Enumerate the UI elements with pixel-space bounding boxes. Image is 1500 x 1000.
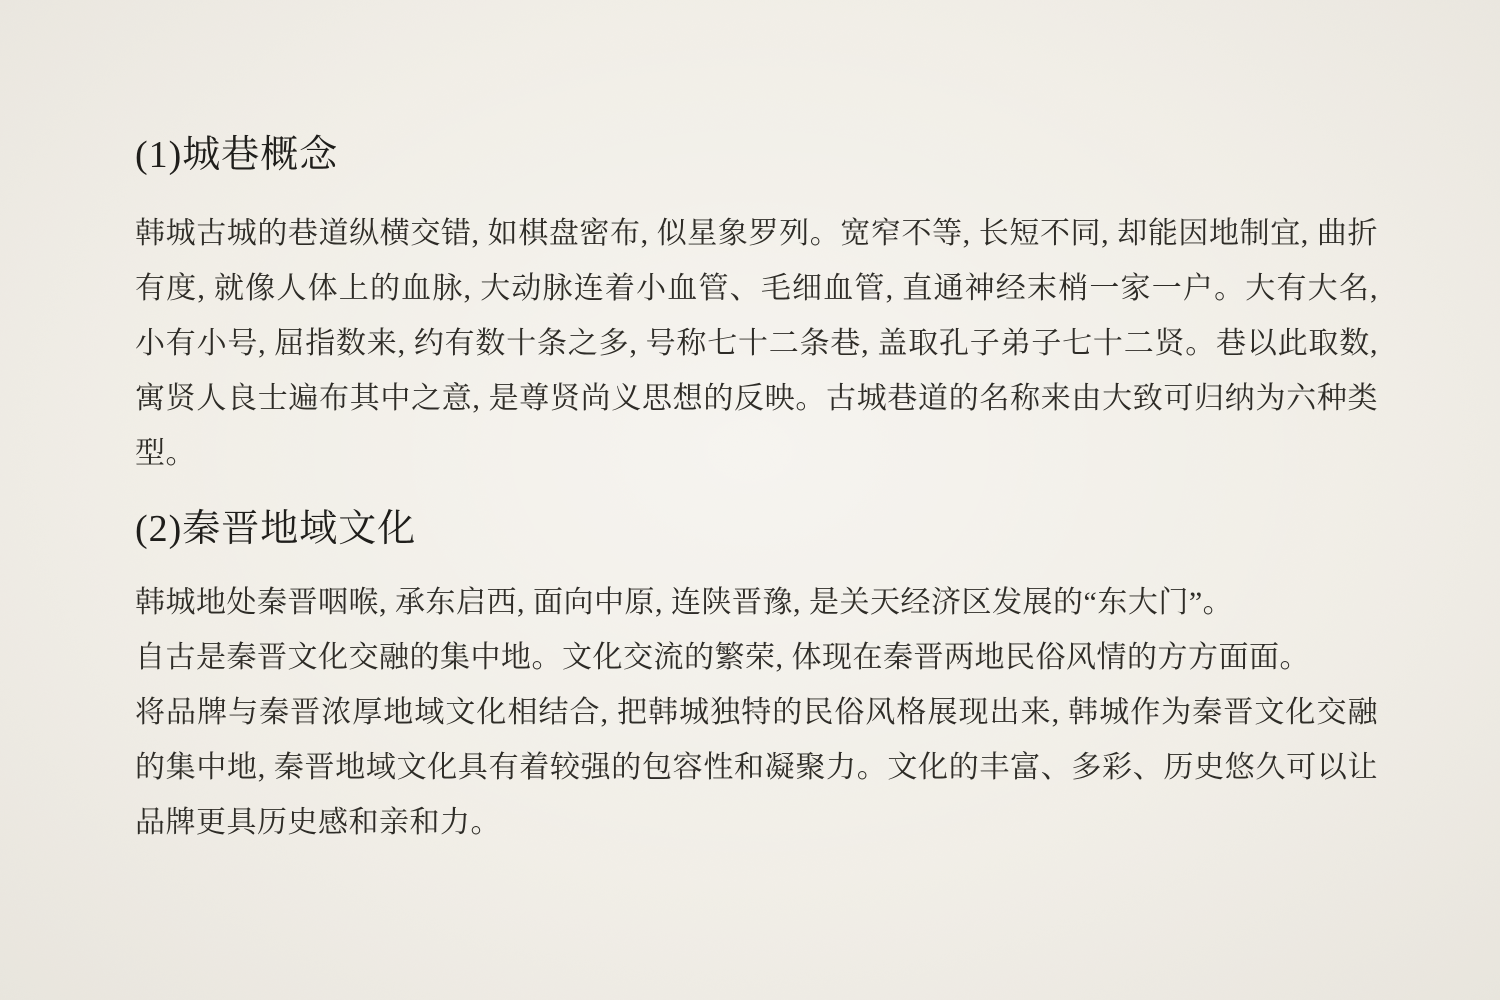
section-1-paragraph: 韩城古城的巷道纵横交错, 如棋盘密布, 似星象罗列。宽窄不等, 长短不同, 却能因地制宜, 曲折有度, 就像人体上的血脉, 大动脉连着小血管、毛细血管, 直通神经末梢一家一户。大有大名, 小有小号, 屈指数来, 约有数十条之多, 号称七十二条巷, 盖取孔子弟子七十二贤。巷以此取数, 寓贤人良士遍布其中之意, 是尊贤尚义思想的反映。古城巷道的名称来由大致可归纳为六种类型。 xyxy=(135,217,1378,470)
section-2-paragraph-2: 自古是秦晋文化交融的集中地。文化交流的繁荣, 体现在秦晋两地民俗风情的方方面面。 xyxy=(135,641,1310,674)
section-2-paragraph-3: 将品牌与秦晋浓厚地域文化相结合, 把韩城独特的民俗风格展现出来, 韩城作为秦晋文化交融的集中地, 秦晋地域文化具有着较强的包容性和凝聚力。文化的丰富、多彩、历史悠久可以让品牌更具历史感和亲和力。 xyxy=(135,696,1378,839)
document-page xyxy=(135,0,1378,850)
section-2-paragraph-1: 韩城地处秦晋咽喉, 承东启西, 面向中原, 连陕晋豫, 是关天经济区发展的“东大门”。 xyxy=(135,586,1234,619)
section-2-heading: (2)秦晋地域文化 xyxy=(135,508,417,550)
section-1-heading: (1)城巷概念 xyxy=(135,134,339,176)
